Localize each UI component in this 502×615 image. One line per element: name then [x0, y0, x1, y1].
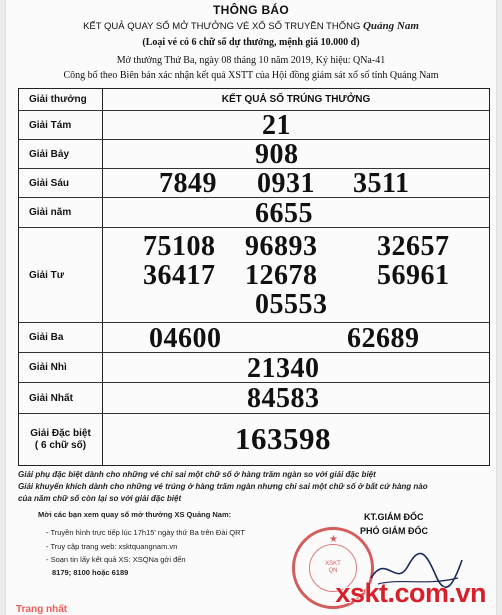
draw-info: Mở thưởng Thứ Ba, ngày 08 tháng 10 năm 2019, Ký hiệu: QNa-41 — [116, 55, 386, 66]
prize-number: 62689 — [347, 323, 420, 354]
prize-number: 0931 — [257, 168, 315, 199]
table-row — [19, 198, 489, 228]
prize-label-special — [19, 414, 103, 465]
prize-label: Giải Tư — [19, 228, 103, 322]
prize-number: 12678 — [245, 260, 318, 291]
table-row — [19, 228, 489, 323]
prize-number: 21 — [262, 110, 291, 141]
table-row — [19, 140, 489, 169]
signature-title-2: PHÓ GIÁM ĐỐC — [360, 526, 429, 536]
note-line-3: của năm chữ số còn lại so với giải đặc biệt — [18, 494, 182, 503]
contact-item-web: - Truy cập trang web: xsktquangnam.vn — [46, 542, 178, 551]
page-subtitle — [6, 20, 496, 32]
seal-center: XSKT QN — [309, 544, 357, 592]
prize-number: 75108 — [143, 231, 216, 262]
table-row — [19, 383, 489, 414]
prize-number: 05553 — [255, 289, 328, 320]
prize-number: 56961 — [377, 260, 450, 291]
prize-label: Giải Sáu — [19, 169, 103, 197]
prize-number: 84583 — [247, 383, 320, 414]
note-line-1: Giải phụ đặc biệt dành cho những vé chỉ sai một chữ số ở hàng trăm ngàn so với giải đặc biệt — [18, 470, 376, 479]
announcement-sheet — [6, 0, 496, 615]
prize-number: 3511 — [353, 168, 410, 199]
special-prize-label: Giải Đặc biệt — [30, 427, 91, 439]
table-header-row — [19, 89, 489, 111]
results-table — [18, 88, 490, 466]
table-row — [19, 111, 489, 140]
prize-label: Giải Ba — [19, 323, 103, 352]
prize-number: 21340 — [247, 353, 320, 384]
contact-intro: Mời các bạn xem quay số mở thưởng XS Quảng Nam: — [38, 510, 232, 519]
contact-item-sms: - Soạn tin lấy kết quả XS: XSQNa gởi đến — [46, 555, 186, 564]
prize-number: 36417 — [143, 260, 216, 291]
prize-label: Giải năm — [19, 198, 103, 227]
table-row-special — [19, 414, 489, 465]
watermark-logo: xskt.com.vn — [335, 578, 486, 608]
table-row — [19, 323, 489, 353]
prize-number: 6655 — [255, 198, 313, 229]
prize-label: Giải Nhất — [19, 383, 103, 413]
ticket-note: (Loại vé có 6 chữ số dự thưởng, mệnh giá 10.000 đ) — [142, 37, 360, 48]
prize-number: 04600 — [149, 323, 222, 354]
prize-label: Giải Tám — [19, 111, 103, 139]
table-row — [19, 169, 489, 198]
announcement-line: Công bố theo Biên bản xác nhận kết quả XSTT của Hội đồng giám sát xổ số tỉnh Quảng Nam — [63, 70, 439, 81]
signature-title-1: KT.GIÁM ĐỐC — [364, 512, 424, 522]
special-prize-number: 163598 — [235, 421, 331, 456]
special-prize-sublabel: ( 6 chữ số) — [34, 439, 87, 451]
header-prize-col: Giải thưởng — [19, 89, 103, 110]
contact-sms-numbers: 8179; 8100 hoặc 6189 — [52, 568, 129, 577]
header-result-col: KẾT QUẢ SỐ TRÚNG THƯỞNG — [221, 94, 371, 105]
seal-star-icon: ★ — [329, 534, 338, 545]
subtitle-province: Quảng Nam — [362, 20, 419, 32]
footer-link[interactable]: Trang nhất — [16, 604, 68, 615]
prize-number: 908 — [255, 139, 299, 170]
subtitle-prefix: KẾT QUẢ QUAY SỐ MỞ THƯỞNG VÉ XỔ SỐ TRUYỀN THỐNG — [83, 21, 361, 32]
note-line-2: Giải khuyến khích dành cho những vé trúng ở hàng trăm ngàn nhưng chỉ sai một chữ số ở bất cứ hàng nào — [18, 482, 428, 491]
prize-number: 7849 — [159, 168, 217, 199]
prize-label: Giải Bảy — [19, 140, 103, 168]
table-row — [19, 353, 489, 383]
prize-label: Giải Nhì — [19, 353, 103, 382]
page-title: THÔNG BÁO — [212, 3, 290, 17]
contact-item-tv: - Truyền hình trực tiếp lúc 17h15' ngày thứ Ba trên Đài QRT — [46, 528, 245, 537]
prize-number: 96893 — [245, 231, 318, 262]
prize-number: 32657 — [377, 231, 450, 262]
